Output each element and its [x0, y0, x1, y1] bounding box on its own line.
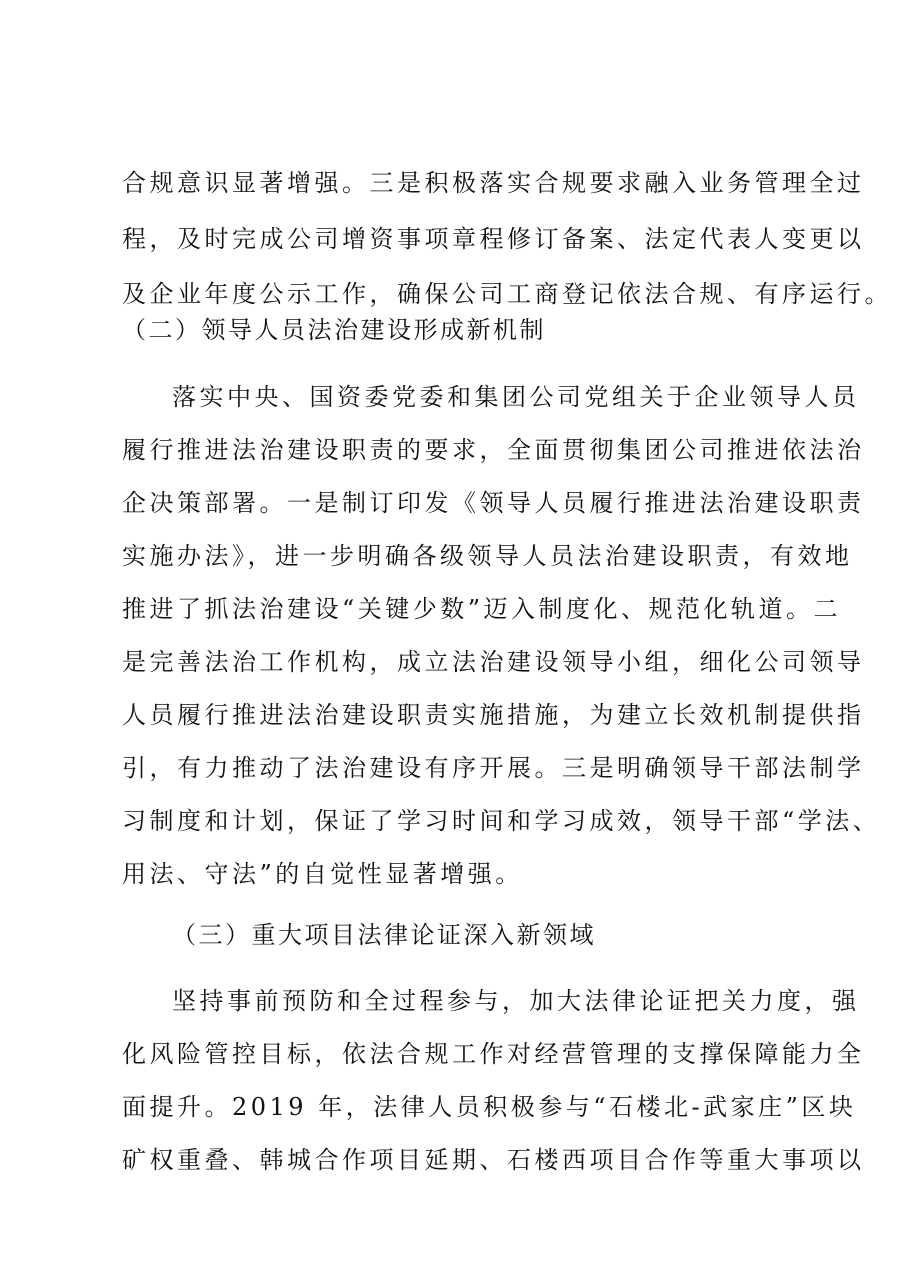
- text-line: 合规意识显著增强。三是积极落实合规要求融入业务管理全过: [122, 169, 865, 197]
- section-heading-2: （二）领导人员法治建设形成新机制: [122, 316, 546, 344]
- text-line: 面提升。2019 年，法律人员积极参与“石楼北-武家庄”区块: [122, 1093, 857, 1121]
- text-line: 用法、守法”的自觉性显著增强。: [122, 860, 523, 888]
- text-line: 习制度和计划，保证了学习时间和学习成效，领导干部“学法、: [122, 807, 881, 835]
- text-line: 推进了抓法治建设“关键少数”迈入制度化、规范化轨道。二: [122, 595, 842, 623]
- text-line: 坚持事前预防和全过程参与，加大法律论证把关力度，强: [172, 987, 860, 1015]
- text-line: 程，及时完成公司增资事项章程修订备案、法定代表人变更以: [122, 225, 865, 253]
- text-line: 人员履行推进法治建设职责实施措施，为建立长效机制提供指: [122, 701, 865, 729]
- text-line: 矿权重叠、韩城合作项目延期、石楼西项目合作等重大事项以: [122, 1146, 865, 1174]
- text-line: 实施办法》，进一步明确各级领导人员法治建设职责，有效地: [122, 542, 853, 570]
- text-line: 落实中央、国资委党委和集团公司党组关于企业领导人员: [172, 383, 860, 411]
- text-line: 是完善法治工作机构，成立法治建设领导小组，细化公司领导: [122, 648, 865, 676]
- text-line: 及企业年度公示工作，确保公司工商登记依法合规、有序运行。: [122, 280, 892, 308]
- text-line: 化风险管控目标，依法合规工作对经营管理的支撑保障能力全: [122, 1040, 865, 1068]
- text-line: 履行推进法治建设职责的要求，全面贯彻集团公司推进依法治: [122, 436, 865, 464]
- text-line: 引，有力推动了法治建设有序开展。三是明确领导干部法制学: [122, 754, 865, 782]
- text-line: 企决策部署。一是制订印发《领导人员履行推进法治建设职责: [122, 489, 865, 517]
- section-heading-3: （三）重大项目法律论证深入新领域: [172, 921, 596, 949]
